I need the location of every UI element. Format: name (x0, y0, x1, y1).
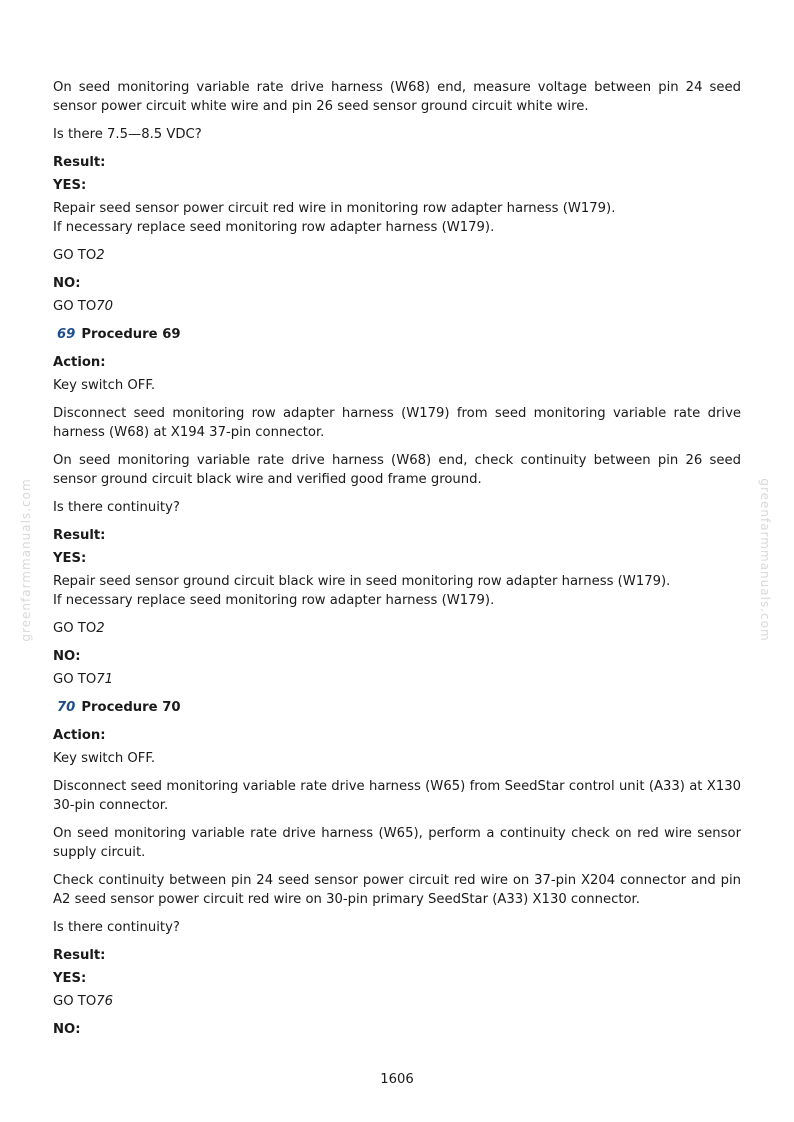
watermark-right: greenfarmmanuals.com (758, 478, 772, 642)
procedure-heading (53, 698, 741, 717)
page-number: 1606 (380, 1072, 414, 1087)
action-label: Action: (53, 728, 106, 743)
page-content (53, 78, 741, 1043)
result-label: Result: (53, 948, 106, 963)
action-label: Action: (53, 355, 106, 370)
goto-link[interactable] (53, 992, 741, 1011)
procedure-heading (53, 325, 741, 344)
procedure-number: 69 (57, 327, 76, 342)
goto-link[interactable] (53, 246, 741, 265)
yes-instruction: Repair seed sensor ground circuit black wire in seed monitoring row adapter harness (W179). (53, 574, 671, 589)
instruction-text: On seed monitoring variable rate drive harness (W68) end, measure voltage between pin 24 seed sensor power circuit white wire and pin 26 seed sensor ground circuit white wire. (53, 80, 741, 114)
action-step: Disconnect seed monitoring row adapter harness (W179) from seed monitoring variable rate drive harness (W68) at X194 37-pin connector. (53, 406, 741, 440)
goto-number[interactable]: 76 (96, 994, 114, 1009)
no-label: NO: (53, 1022, 81, 1037)
goto-number[interactable]: 2 (96, 621, 105, 636)
result-label: Result: (53, 155, 106, 170)
goto-link[interactable] (53, 297, 741, 316)
goto-text: GO TO (53, 672, 97, 687)
goto-text: GO TO (53, 299, 97, 314)
goto-number[interactable]: 71 (96, 672, 114, 687)
yes-label: YES: (53, 178, 87, 193)
question-text: Is there continuity? (53, 920, 180, 935)
action-step: Disconnect seed monitoring variable rate drive harness (W65) from SeedStar control unit (A33) at X130 30-pin connector. (53, 779, 741, 813)
goto-text: GO TO (53, 248, 97, 263)
goto-link[interactable] (53, 670, 741, 689)
yes-instruction: Repair seed sensor power circuit red wire in monitoring row adapter harness (W179). (53, 201, 616, 216)
procedure-title: Procedure 69 (81, 327, 181, 342)
goto-text: GO TO (53, 621, 97, 636)
procedure-number: 70 (57, 700, 76, 715)
goto-link[interactable] (53, 619, 741, 638)
result-label: Result: (53, 528, 106, 543)
action-step: Key switch OFF. (53, 751, 156, 766)
goto-number[interactable]: 70 (96, 299, 114, 314)
question-text: Is there continuity? (53, 500, 180, 515)
procedure-title: Procedure 70 (81, 700, 181, 715)
no-label: NO: (53, 276, 81, 291)
yes-instruction: If necessary replace seed monitoring row adapter harness (W179). (53, 593, 495, 608)
yes-label: YES: (53, 971, 87, 986)
watermark-left: greenfarmmanuals.com (19, 478, 33, 642)
goto-text: GO TO (53, 994, 97, 1009)
action-step: Check continuity between pin 24 seed sensor power circuit red wire on 37-pin X204 connector and pin A2 seed sensor power circuit red wire on 30-pin primary SeedStar (A33) X130 connector. (53, 873, 741, 907)
no-label: NO: (53, 649, 81, 664)
action-step: On seed monitoring variable rate drive harness (W68) end, check continuity between pin 26 seed sensor ground circuit black wire and verified good frame ground. (53, 453, 741, 487)
yes-label: YES: (53, 551, 87, 566)
goto-number[interactable]: 2 (96, 248, 105, 263)
yes-instruction: If necessary replace seed monitoring row adapter harness (W179). (53, 220, 495, 235)
action-step: Key switch OFF. (53, 378, 156, 393)
question-text: Is there 7.5—8.5 VDC? (53, 127, 202, 142)
action-step: On seed monitoring variable rate drive harness (W65), perform a continuity check on red wire sensor supply circuit. (53, 826, 741, 860)
